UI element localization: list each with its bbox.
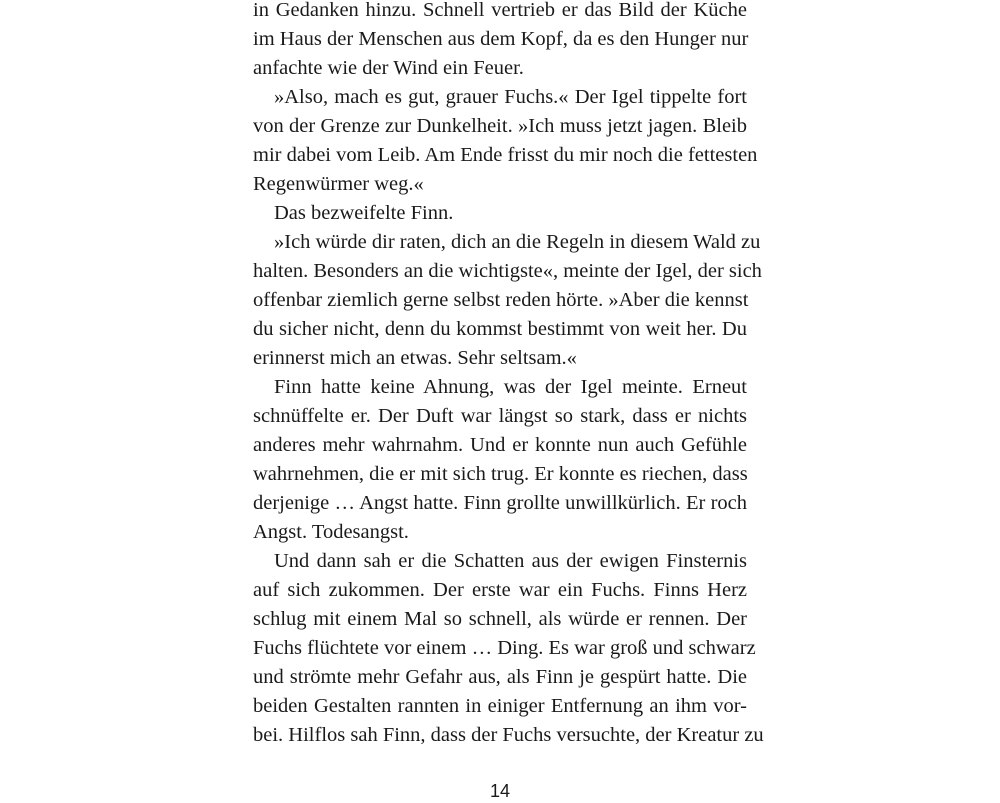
text-line: wahrnehmen, die er mit sich trug. Er konnte es riechen, dass [253,463,748,485]
text-line: Und dann sah er die Schatten aus der ewigen Finsternis [274,550,747,572]
text-line: derjenige … Angst hatte. Finn grollte unwillkürlich. Er roch [253,492,747,514]
text-line: halten. Besonders an die wichtigste«, meinte der Igel, der sich [253,260,762,282]
text-line: schnüffelte er. Der Duft war längst so stark, dass er nichts [253,405,747,427]
text-line: Regenwürmer weg.« [253,173,424,195]
text-line: Das bezweifelte Finn. [274,202,454,224]
text-line: anderes mehr wahrnahm. Und er konnte nun auch Gefühle [253,434,747,456]
text-line: mir dabei vom Leib. Am Ende frisst du mir noch die fettesten [253,144,758,166]
text-line: bei. Hilflos sah Finn, dass der Fuchs versuchte, der Kreatur zu [253,724,764,746]
text-line: erinnerst mich an etwas. Sehr seltsam.« [253,347,577,369]
text-line: »Also, mach es gut, grauer Fuchs.« Der Igel tippelte fort [274,86,747,108]
text-line: von der Grenze zur Dunkelheit. »Ich muss jetzt jagen. Bleib [253,115,747,137]
text-line: schlug mit einem Mal so schnell, als würde er rennen. Der [253,608,747,630]
text-line: auf sich zukommen. Der erste war ein Fuchs. Finns Herz [253,579,747,601]
text-line: Angst. Todesangst. [253,521,409,543]
text-line: beiden Gestalten rannten in einiger Entfernung an ihm vor- [253,695,747,717]
text-line: in Gedanken hinzu. Schnell vertrieb er das Bild der Küche [253,0,747,21]
text-line: anfachte wie der Wind ein Feuer. [253,57,524,79]
text-line: Finn hatte keine Ahnung, was der Igel meinte. Erneut [274,376,747,398]
text-line: im Haus der Menschen aus dem Kopf, da es den Hunger nur [253,28,749,50]
book-page-text [253,0,764,750]
text-line: du sicher nicht, denn du kommst bestimmt von weit her. Du [253,318,747,340]
text-line: »Ich würde dir raten, dich an die Regeln in diesem Wald zu [274,231,761,253]
page-number: 14 [489,781,511,801]
text-line: offenbar ziemlich gerne selbst reden hörte. »Aber die kennst [253,289,749,311]
text-line: Fuchs flüchtete vor einem … Ding. Es war groß und schwarz [253,637,756,659]
text-line: und strömte mehr Gefahr aus, als Finn je gespürt hatte. Die [253,666,747,688]
